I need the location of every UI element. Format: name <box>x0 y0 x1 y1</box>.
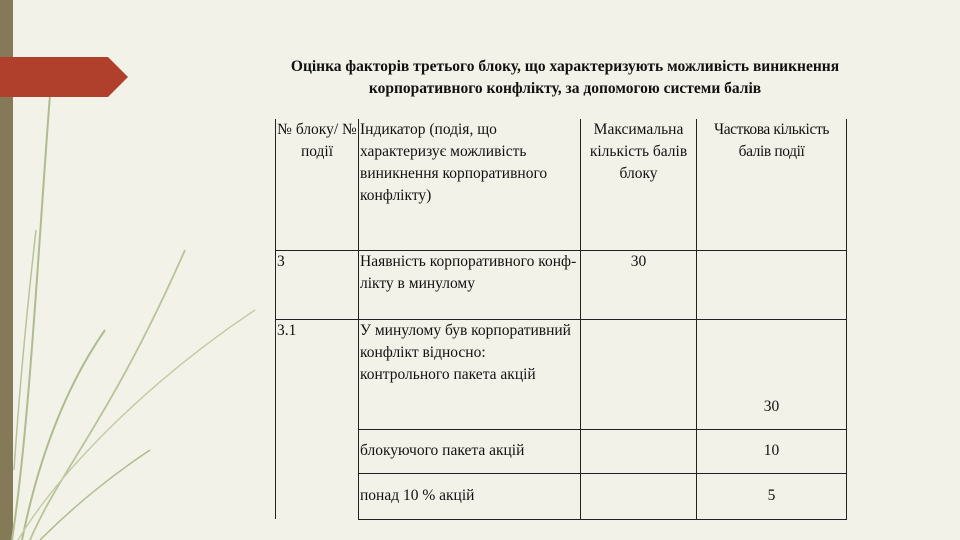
scoring-table <box>275 119 847 520</box>
row-indicator-text: У минулому був корпоративний конфлікт відносно: <box>360 321 571 361</box>
sub-row-indicator: блокуючого пакета акцій <box>359 429 581 473</box>
table-row <box>276 429 847 473</box>
row-max-points: 30 <box>581 250 697 319</box>
title-ribbon-marker <box>0 57 128 97</box>
table-row <box>276 250 847 319</box>
sub-row-indicator: контрольного пакета акцій <box>360 365 536 383</box>
sub-row-partial-points: 5 <box>697 473 847 519</box>
sub-row-max-points <box>581 429 697 473</box>
row-number: 3.1 <box>276 319 359 519</box>
row-indicator: Наявність корпоративного конф-лікту в минулому <box>359 250 581 319</box>
header-indicator: Індикатор (подія, що характеризує можливість виникнення корпоративного конфлікту) <box>359 119 581 250</box>
header-block-event-number: № блоку/ № події <box>276 119 359 250</box>
title-line-2: корпоративного конфлікту, за допомогою системи балів <box>368 80 762 97</box>
row-max-points <box>581 319 697 429</box>
header-partial-points: Часткова кількість балів події <box>697 119 847 250</box>
slide-title <box>215 56 915 100</box>
row-partial-points <box>697 250 847 319</box>
sub-row-partial-points: 10 <box>697 429 847 473</box>
table-row <box>276 319 847 385</box>
sub-row-indicator: понад 10 % акцій <box>359 473 581 519</box>
sub-row-partial-points: 30 <box>697 385 847 429</box>
row-partial-points <box>697 319 847 385</box>
table-row <box>276 473 847 519</box>
header-max-points: Максимальна кількість балів блоку <box>581 119 697 250</box>
table-header-row <box>276 119 847 250</box>
row-indicator <box>359 319 581 429</box>
row-number: 3 <box>276 250 359 319</box>
title-line-1: Оцінка факторів третього блоку, що характеризують можливість виникнення <box>290 58 840 75</box>
sub-row-max-points <box>581 473 697 519</box>
